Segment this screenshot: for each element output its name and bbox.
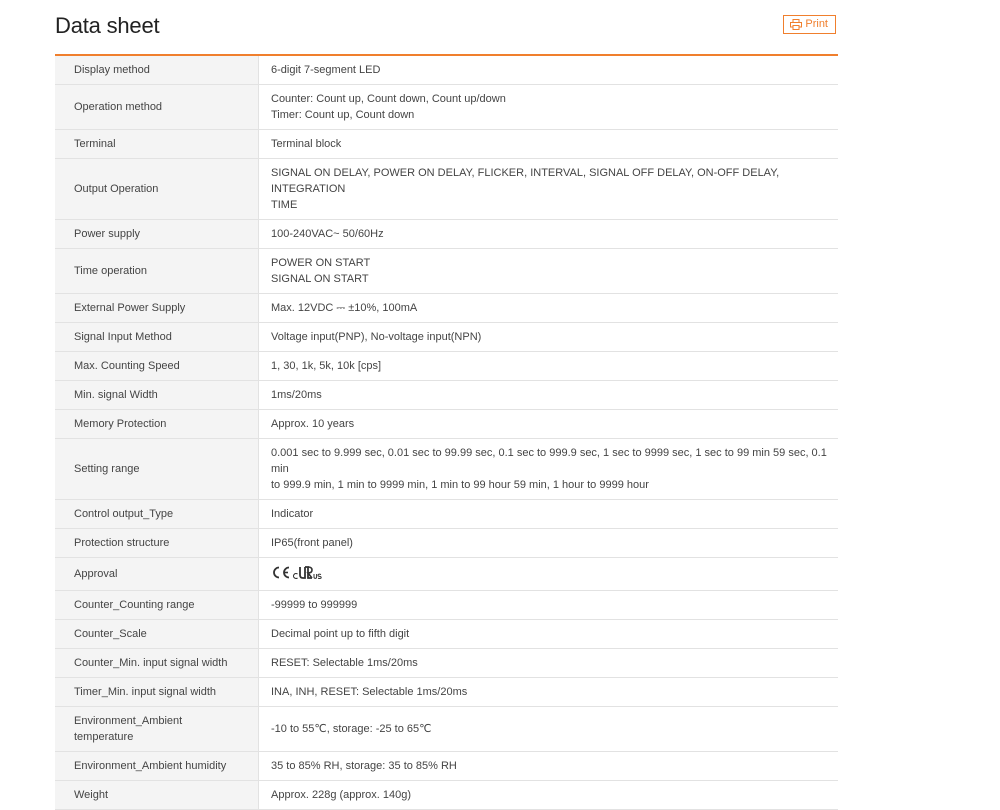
spec-label-text: Time operation [74,265,147,277]
spec-value [259,780,839,809]
spec-value [259,55,839,85]
spec-value-line: INA, INH, RESET: Selectable 1ms/20ms [271,685,468,698]
ce-mark-icon [271,566,291,579]
spec-value [259,751,839,780]
spec-value [259,648,839,677]
spec-label [55,220,259,249]
spec-value [259,410,839,439]
spec-label [55,381,259,410]
spec-row [55,439,838,500]
spec-value-line: 35 to 85% RH, storage: 35 to 85% RH [271,759,457,772]
spec-value [259,220,839,249]
spec-table [55,54,838,810]
spec-value-line: Decimal point up to fifth digit [271,627,410,640]
data-sheet-header [55,0,838,54]
spec-value-line: Timer: Count up, Count down [271,109,415,121]
spec-label [55,55,259,85]
spec-label-text: Control output_Type [74,508,174,520]
spec-label-text: Environment_Ambient humidity [74,759,227,772]
spec-value [259,381,839,410]
spec-row [55,619,838,648]
spec-label-text: Min. signal Width [74,389,158,401]
spec-value [259,677,839,706]
spec-value [259,500,839,529]
spec-label-text: Setting range [74,463,140,475]
spec-label-text: Counter_Scale [74,627,147,640]
spec-label-text: Power supply [74,228,141,240]
spec-label-text: Counter_Counting range [74,598,195,611]
spec-label [55,558,259,591]
spec-row [55,55,838,85]
spec-row [55,85,838,130]
spec-value-line: 6-digit 7-segment LED [271,64,381,76]
spec-value [259,590,839,619]
spec-value [259,619,839,648]
spec-label-text: temperature [74,730,134,743]
spec-row [55,323,838,352]
spec-value-line: -10 to 55℃, storage: -25 to 65℃ [271,722,432,735]
spec-row [55,706,838,751]
spec-row [55,780,838,809]
spec-value [259,159,839,220]
spec-value-line: Terminal block [271,138,342,150]
spec-label-text: Display method [74,64,150,76]
spec-row [55,677,838,706]
spec-row [55,352,838,381]
approval-marks [271,564,323,580]
spec-value-line: RESET: Selectable 1ms/20ms [271,656,418,669]
spec-label-text: Max. Counting Speed [74,360,180,372]
spec-label [55,130,259,159]
spec-value-line: Counter: Count up, Count down, Count up/down [271,93,506,105]
spec-value [259,352,839,381]
spec-label [55,352,259,381]
spec-value-line: 1, 30, 1k, 5k, 10k [cps] [271,360,382,372]
spec-label [55,294,259,323]
page-title: Data sheet [55,13,160,38]
spec-value [259,294,839,323]
spec-label-text: External Power Supply [74,302,186,314]
spec-row [55,410,838,439]
spec-row [55,529,838,558]
spec-row [55,751,838,780]
spec-row [55,130,838,159]
cul-us-mark-icon [293,566,323,579]
spec-label-text: Memory Protection [74,418,167,430]
spec-label-text: Signal Input Method [74,331,172,343]
spec-value-line: -99999 to 999999 [271,598,358,611]
spec-label [55,500,259,529]
spec-label-text: Output Operation [74,183,159,195]
spec-value-line: POWER ON START [271,257,371,269]
spec-label [55,780,259,809]
spec-value-line: to 999.9 min, 1 min to 9999 min, 1 min to 99 hour 59 min, 1 hour to 9999 hour [271,479,649,491]
spec-value-line: Approx. 228g (approx. 140g) [271,788,412,801]
spec-value-line: Approx. 10 years [271,418,355,430]
spec-label [55,590,259,619]
spec-label [55,751,259,780]
spec-value-line: IP65(front panel) [271,537,353,549]
spec-value-line: 100-240VAC~ 50/60Hz [271,228,384,240]
spec-value-line: Voltage input(PNP), No-voltage input(NPN) [271,331,482,343]
spec-label-text: Counter_Min. input signal width [74,656,228,669]
spec-row [55,558,838,591]
spec-row [55,220,838,249]
spec-label [55,323,259,352]
spec-value-line: TIME [271,199,298,211]
spec-row [55,590,838,619]
spec-value [259,323,839,352]
spec-row [55,249,838,294]
spec-label [55,439,259,500]
spec-row [55,500,838,529]
spec-label [55,648,259,677]
print-label: Print [805,18,828,30]
printer-icon [790,19,802,30]
print-button[interactable] [783,15,836,34]
spec-value-line: 0.001 sec to 9.999 sec, 0.01 sec to 99.99 sec, 0.1 sec to 999.9 sec, 1 sec to 9999 sec, 1 sec to 99 min 59 sec, 0.1 min [271,447,827,475]
spec-label-text: Approval [74,567,118,580]
spec-value [259,706,839,751]
spec-value [259,85,839,130]
spec-value-line: SIGNAL ON START [271,273,369,285]
spec-value-line: 1ms/20ms [271,389,322,401]
spec-label-text: Environment_Ambient [74,714,183,727]
spec-value-line: Max. 12VDC ⎓ ±10%, 100mA [271,302,418,314]
spec-value [259,558,839,591]
spec-value-line: Indicator [271,508,314,520]
spec-label-text: Terminal [74,138,116,150]
spec-value [259,249,839,294]
spec-value-line: SIGNAL ON DELAY, POWER ON DELAY, FLICKER, INTERVAL, SIGNAL OFF DELAY, ON-OFF DELAY, INTEGRATION [271,167,780,195]
spec-label-text: Protection structure [74,537,170,549]
spec-label-text: Weight [74,788,109,801]
spec-label [55,619,259,648]
spec-label [55,159,259,220]
spec-label [55,410,259,439]
spec-value [259,439,839,500]
spec-row [55,294,838,323]
spec-label [55,706,259,751]
spec-label-text: Operation method [74,101,163,113]
spec-row [55,381,838,410]
spec-label [55,249,259,294]
spec-label [55,677,259,706]
spec-label [55,529,259,558]
spec-row [55,159,838,220]
spec-value [259,130,839,159]
spec-value [259,529,839,558]
spec-label [55,85,259,130]
spec-label-text: Timer_Min. input signal width [74,685,217,698]
spec-row [55,648,838,677]
